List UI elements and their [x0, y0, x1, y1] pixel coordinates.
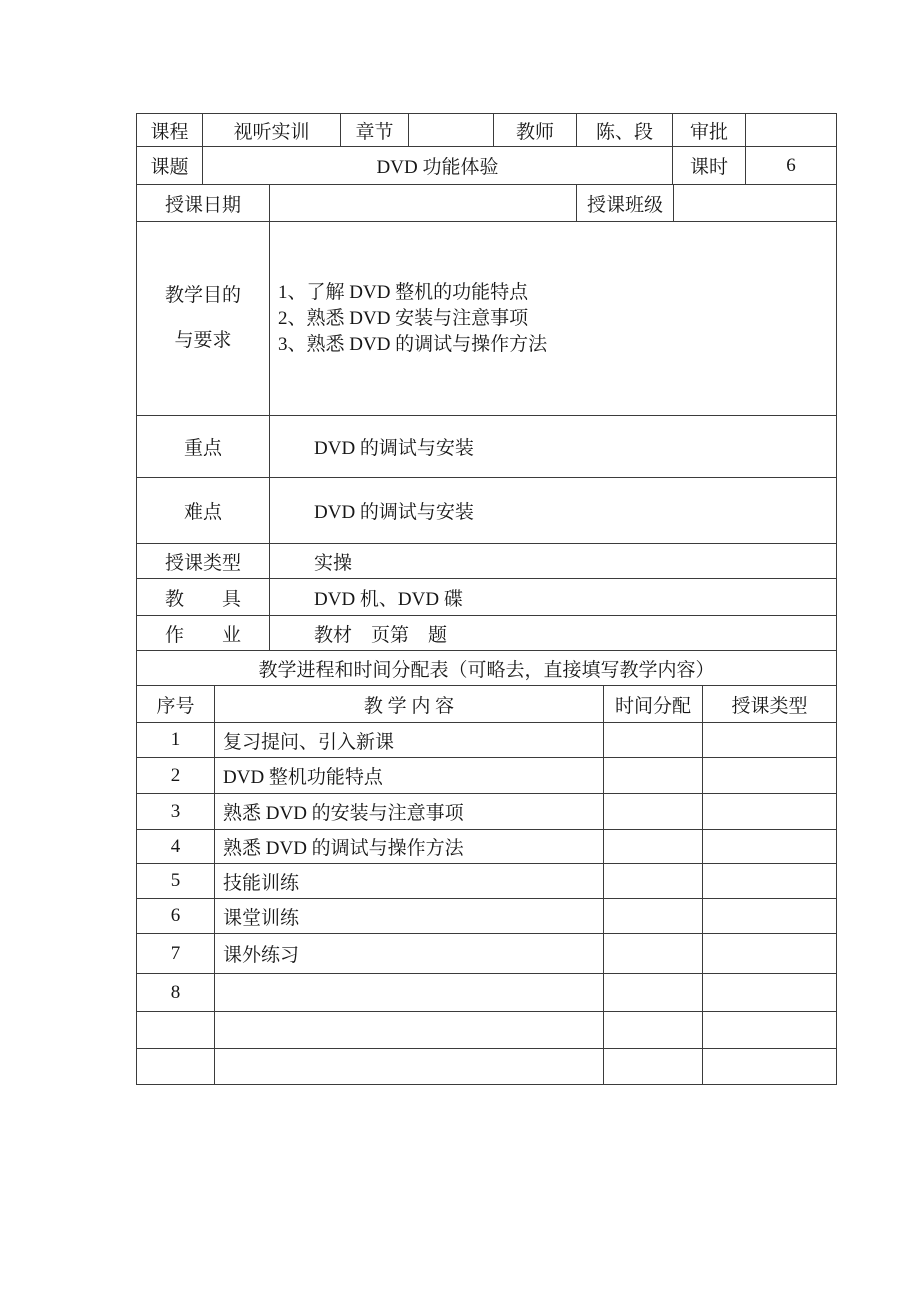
objectives-label: [137, 222, 270, 416]
schedule-row: [137, 974, 837, 1012]
table-row-date: [137, 185, 837, 222]
objectives-content: [270, 222, 837, 416]
table-row-teaching-aids: [137, 579, 837, 616]
schedule-row-time: [604, 723, 703, 758]
schedule-row: [137, 899, 837, 934]
table-row-topic: [137, 147, 837, 185]
hours-label: 课时: [673, 147, 746, 185]
teaching-aids-label: 教 具: [137, 579, 270, 616]
objective-item: 3、熟悉 DVD 的调试与操作方法: [278, 333, 548, 355]
schedule-col-no: 序号: [137, 686, 215, 723]
table-row-homework: [137, 616, 837, 651]
schedule-row-no: 3: [137, 794, 215, 830]
chapter-value: [409, 114, 494, 147]
table-row-objectives: [137, 222, 837, 416]
schedule-row: [137, 723, 837, 758]
schedule-row-time: [604, 899, 703, 934]
difficult-point-value: DVD 的调试与安装: [270, 478, 837, 544]
lesson-plan-table: [136, 113, 837, 1085]
schedule-header-row: [137, 686, 837, 723]
schedule-row-content: DVD 整机功能特点: [215, 758, 604, 794]
difficult-point-label: 难点: [137, 478, 270, 544]
table-row-course: [137, 114, 837, 147]
lesson-type-label: 授课类型: [137, 544, 270, 579]
schedule-col-type: 授课类型: [703, 686, 837, 723]
schedule-title: 教学进程和时间分配表（可略去，直接填写教学内容）: [137, 651, 837, 686]
table-row-difficult-point: [137, 478, 837, 544]
hours-value: 6: [746, 147, 837, 185]
schedule-row-time: [604, 934, 703, 974]
schedule-row: [137, 794, 837, 830]
objective-item: 2、熟悉 DVD 安装与注意事项: [278, 307, 529, 329]
schedule-row-no: [137, 1049, 215, 1085]
objective-item: 1、了解 DVD 整机的功能特点: [278, 281, 529, 303]
schedule-row-no: 8: [137, 974, 215, 1012]
schedule-row-content: 课堂训练: [215, 899, 604, 934]
schedule-row-type: [703, 758, 837, 794]
schedule-row: [137, 1012, 837, 1049]
teacher-value: 陈、段: [577, 114, 673, 147]
schedule-col-time: 时间分配: [604, 686, 703, 723]
date-label: 授课日期: [137, 185, 270, 222]
schedule-row-no: 5: [137, 864, 215, 899]
schedule-row-content: 熟悉 DVD 的安装与注意事项: [215, 794, 604, 830]
schedule-row-no: 1: [137, 723, 215, 758]
schedule-body: [137, 723, 837, 1085]
schedule-row-type: [703, 899, 837, 934]
topic-value: DVD 功能体验: [203, 147, 673, 185]
schedule-row: [137, 934, 837, 974]
teacher-label: 教师: [494, 114, 577, 147]
schedule-row-time: [604, 864, 703, 899]
schedule-row-time: [604, 974, 703, 1012]
approval-value: [746, 114, 837, 147]
schedule-row-content: [215, 1012, 604, 1049]
schedule-row-time: [604, 1012, 703, 1049]
schedule-row-content: [215, 1049, 604, 1085]
objectives-label-line2: 与要求: [174, 330, 232, 351]
class-value: [674, 185, 837, 222]
schedule-row-type: [703, 934, 837, 974]
schedule-row-no: 4: [137, 830, 215, 864]
schedule-row: [137, 864, 837, 899]
schedule-row-type: [703, 1012, 837, 1049]
schedule-row-content: 课外练习: [215, 934, 604, 974]
schedule-row-no: [137, 1012, 215, 1049]
schedule-row: [137, 830, 837, 864]
table-row-lesson-type: [137, 544, 837, 579]
class-label: 授课班级: [577, 185, 674, 222]
schedule-row-type: [703, 1049, 837, 1085]
schedule-row-time: [604, 758, 703, 794]
schedule-row-time: [604, 830, 703, 864]
course-label: 课程: [137, 114, 203, 147]
approval-label: 审批: [673, 114, 746, 147]
schedule-row-no: 7: [137, 934, 215, 974]
schedule-row-type: [703, 830, 837, 864]
table-row-schedule-title: [137, 651, 837, 686]
schedule-row: [137, 1049, 837, 1085]
schedule-row-type: [703, 794, 837, 830]
schedule-col-content: 教 学 内 容: [215, 686, 604, 723]
table-row-key-point: [137, 416, 837, 478]
schedule-row-time: [604, 794, 703, 830]
schedule-row-content: [215, 974, 604, 1012]
schedule-row-content: 熟悉 DVD 的调试与操作方法: [215, 830, 604, 864]
schedule-row-time: [604, 1049, 703, 1085]
lesson-type-value: 实操: [270, 544, 837, 579]
topic-label: 课题: [137, 147, 203, 185]
schedule-row-no: 6: [137, 899, 215, 934]
chapter-label: 章节: [341, 114, 409, 147]
key-point-label: 重点: [137, 416, 270, 478]
schedule-row-type: [703, 723, 837, 758]
homework-label: 作 业: [137, 616, 270, 651]
schedule-row: [137, 758, 837, 794]
schedule-row-type: [703, 864, 837, 899]
schedule-row-content: 复习提问、引入新课: [215, 723, 604, 758]
schedule-row-type: [703, 974, 837, 1012]
homework-value: 教材 页第 题: [270, 616, 837, 651]
date-value: [270, 185, 577, 222]
key-point-value: DVD 的调试与安装: [270, 416, 837, 478]
schedule-row-content: 技能训练: [215, 864, 604, 899]
course-value: 视听实训: [203, 114, 341, 147]
teaching-aids-value: DVD 机、DVD 碟: [270, 579, 837, 616]
objectives-label-line1: 教学目的: [164, 285, 241, 306]
schedule-row-no: 2: [137, 758, 215, 794]
